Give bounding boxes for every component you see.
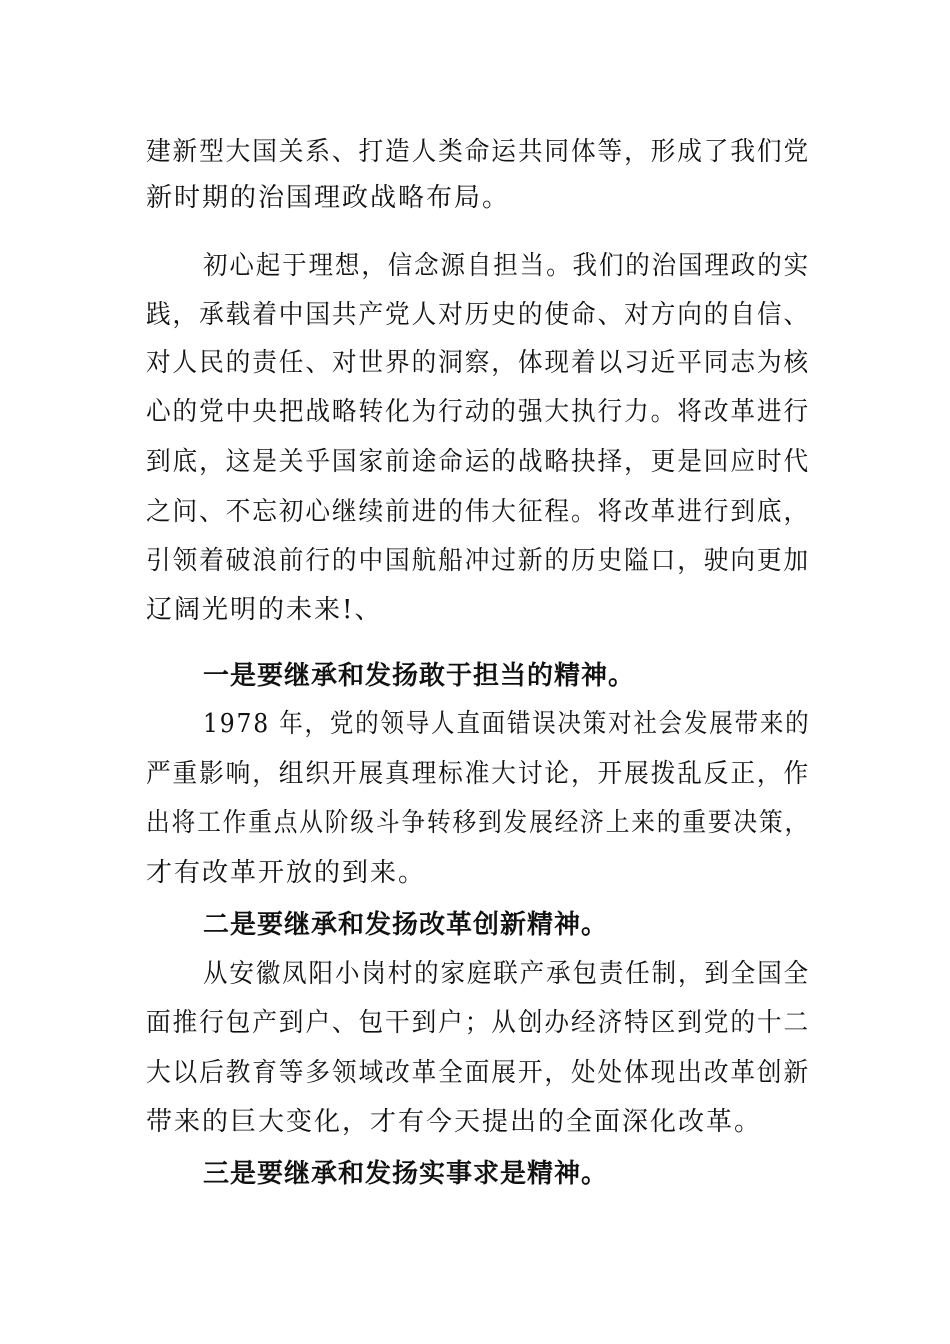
text-line: 严重影响，组织开展真理标准大讨论，开展拨乱反正，作 xyxy=(146,759,811,789)
text-line: 从安徽凤阳小岗村的家庭联产承包责任制，到全国全 xyxy=(203,959,810,989)
section-heading: 二是要继承和发扬改革创新精神。 xyxy=(203,910,609,940)
text-line: 大以后教育等多领域改革全面展开，处处体现出改革创新 xyxy=(146,1058,811,1088)
text-line: 辽阔光明的未来!、 xyxy=(146,595,383,625)
text-line: 才有改革开放的到来。 xyxy=(146,858,427,888)
text-line: 初心起于理想，信念源自担当。我们的治国理政的实 xyxy=(203,251,810,281)
section-heading: 一是要继承和发扬敢于担当的精神。 xyxy=(203,661,636,691)
text-line: 到底，这是关乎国家前途命运的战略抉择，更是回应时代 xyxy=(146,447,811,477)
text-line: 面推行包产到户、包干到户；从创办经济特区到党的十二 xyxy=(146,1008,811,1038)
text-line: 践，承载着中国共产党人对历史的使命、对方向的自信、 xyxy=(146,300,811,330)
text-line: 引领着破浪前行的中国航船冲过新的历史隘口，驶向更加 xyxy=(146,546,811,576)
text-line: 新时期的治国理政战略布局。 xyxy=(146,183,511,213)
text-line: 1978 年，党的领导人直面错误决策对社会发展带来的 xyxy=(203,709,811,739)
text-line: 建新型大国关系、打造人类命运共同体等，形成了我们党 xyxy=(146,137,811,167)
text-line: 心的党中央把战略转化为行动的强大执行力。将改革进行 xyxy=(146,397,811,427)
text-line: 对人民的责任、对世界的洞察，体现着以习近平同志为核 xyxy=(146,348,811,378)
section-heading: 三是要继承和发扬实事求是精神。 xyxy=(203,1159,609,1189)
text-line: 带来的巨大变化，才有今天提出的全面深化改革。 xyxy=(146,1107,763,1137)
text-line: 出将工作重点从阶级斗争转移到发展经济上来的重要决策， xyxy=(146,808,811,838)
text-line: 之问、不忘初心继续前进的伟大征程。将改革进行到底， xyxy=(146,497,811,527)
